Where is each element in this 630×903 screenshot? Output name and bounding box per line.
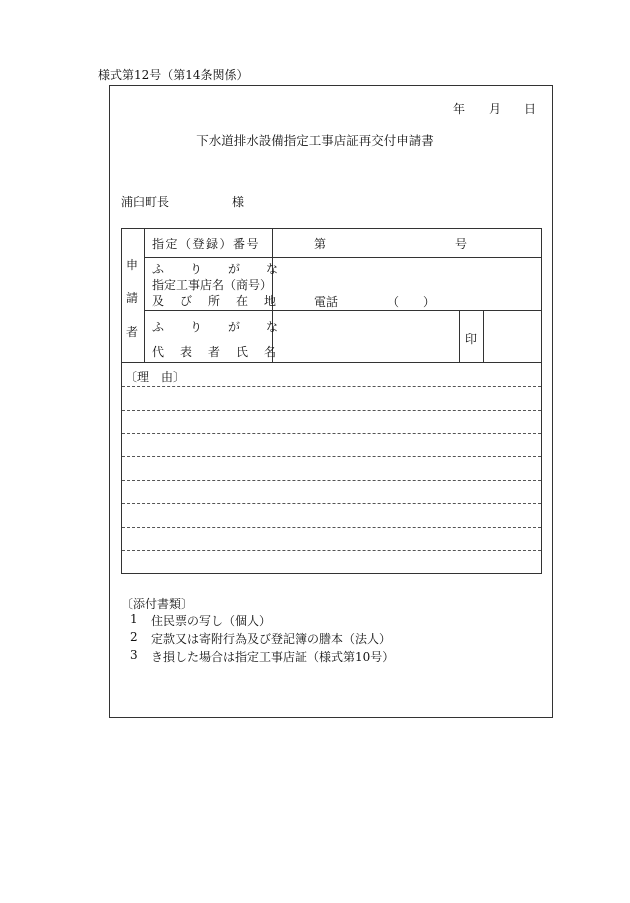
attachments-heading: 〔添付書類〕 <box>121 597 194 611</box>
furigana-label-2: ふりがな <box>152 320 305 334</box>
phone-label: 電話 <box>314 295 339 309</box>
grid-line <box>483 310 484 362</box>
applicant-char: 者 <box>126 325 139 339</box>
date-month-label: 月 <box>489 102 502 116</box>
grid-line <box>144 310 541 311</box>
representative-label: 代表者氏名 <box>152 345 293 359</box>
honorific: 様 <box>232 195 245 209</box>
reason-line <box>122 503 541 504</box>
grid-line <box>459 310 460 362</box>
grid-line <box>144 257 541 258</box>
reason-line <box>122 456 541 457</box>
reason-label: 〔理 由〕 <box>125 370 186 384</box>
reason-line <box>122 386 541 387</box>
reason-line <box>122 527 541 528</box>
attachment-item: 住民票の写し（個人） <box>151 614 272 628</box>
date-day-label: 日 <box>524 102 537 116</box>
designation-prefix: 第 <box>314 237 327 251</box>
reason-line <box>122 480 541 481</box>
designation-suffix: 号 <box>455 237 468 251</box>
reason-line <box>122 410 541 411</box>
grid-line <box>144 228 145 362</box>
attachment-item: 定款又は寄附行為及び登記簿の謄本（法人） <box>151 632 392 646</box>
addressee: 浦臼町長 <box>121 195 170 209</box>
attachment-item: き損した場合は指定工事店証（様式第10号） <box>151 650 395 664</box>
grid-line <box>121 362 542 363</box>
seal-label: 印 <box>465 332 478 346</box>
address-label: 及び所在地 <box>152 294 293 308</box>
designation-number-label: 指定（登録）番号 <box>152 237 261 251</box>
reason-line <box>122 433 541 434</box>
attachment-number: 3 <box>130 648 138 662</box>
applicant-char: 請 <box>126 291 139 305</box>
furigana-label: ふりがな <box>152 262 305 276</box>
attachment-number: 1 <box>130 612 138 626</box>
date-year-label: 年 <box>453 102 466 116</box>
attachment-number: 2 <box>130 630 138 644</box>
form-number: 様式第12号（第14条関係） <box>98 68 249 82</box>
document-title: 下水道排水設備指定工事店証再交付申請書 <box>196 133 434 148</box>
phone-parens: （ ） <box>387 295 436 309</box>
reason-line <box>122 550 541 551</box>
store-name-label: 指定工事店名（商号） <box>152 278 273 292</box>
applicant-char: 申 <box>126 258 139 272</box>
